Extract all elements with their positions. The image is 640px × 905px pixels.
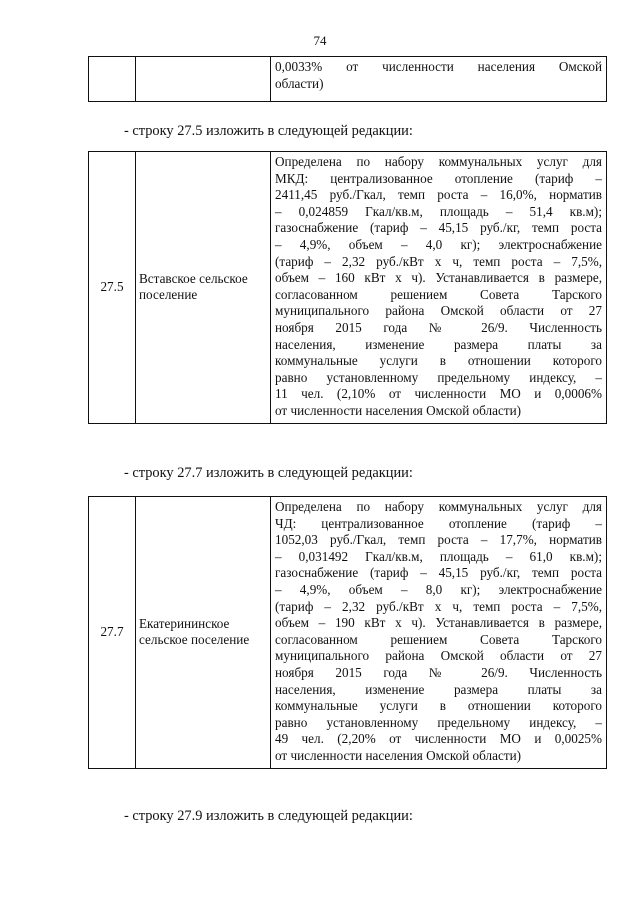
row-description-cell <box>271 152 607 424</box>
description-line: населения, изменение размера платы за <box>275 336 602 352</box>
description-line: – 4,9%, объем – 8,0 кг); электроснабжение <box>275 581 602 597</box>
continuation-table <box>88 56 607 102</box>
description-line: равно установленному предельному индексу, – <box>275 369 602 385</box>
description-line: 2411,45 руб./Гкал, темп роста – 16,0%, норматив <box>275 187 602 203</box>
description-line: ЧД: централизованное отопление (тариф – <box>275 515 602 531</box>
description-lines <box>275 499 602 765</box>
row-name-cell: Вставское сельское поселение <box>136 152 271 424</box>
description-line: – 4,9%, объем – 4,0 кг); электроснабжение <box>275 236 602 252</box>
instruction-text: - строку 27.9 изложить в следующей редакции: <box>124 808 413 824</box>
description-line: 0,0033% от численности населения Омской <box>275 59 602 74</box>
replacement-table-27-5 <box>88 151 607 424</box>
description-line: (тариф – 2,32 руб./кВт х ч, темп роста – 7,5%, <box>275 598 602 614</box>
description-line: 1052,03 руб./Гкал, темп роста – 17,7%, норматив <box>275 532 602 548</box>
description-line: объем – 190 кВт х ч). Устанавливается в размере, <box>275 615 602 631</box>
description-line: 49 чел. (2,20% от численности МО и 0,0025% <box>275 731 602 747</box>
row-name-cell <box>136 57 271 102</box>
description-line: Определена по набору коммунальных услуг для <box>275 499 602 514</box>
description-line: области) <box>275 75 324 91</box>
row-number-cell <box>89 57 136 102</box>
description-line: от численности населения Омской области) <box>275 402 522 418</box>
description-line: (тариф – 2,32 руб./кВт х ч, темп роста – 7,5%, <box>275 253 602 269</box>
page-number: 74 <box>313 33 327 48</box>
description-line: согласованном решением Совета Тарского <box>275 286 602 302</box>
row-number-cell: 27.5 <box>89 152 136 424</box>
description-line: объем – 160 кВт х ч). Устанавливается в размере, <box>275 270 602 286</box>
description-line: коммунальные услуги в отношении которого <box>275 353 602 369</box>
instruction-text: - строку 27.5 изложить в следующей редакции: <box>124 123 413 139</box>
description-line: газоснабжение (тариф – 45,15 руб./кг, темп роста <box>275 565 602 581</box>
description-line: – 0,024859 Гкал/кв.м, площадь – 51,4 кв.м); <box>275 203 602 219</box>
description-line: Определена по набору коммунальных услуг для <box>275 154 602 169</box>
table-row <box>89 497 607 769</box>
description-line: 11 чел. (2,10% от численности МО и 0,0006% <box>275 386 602 402</box>
row-number-cell: 27.7 <box>89 497 136 769</box>
description-line: от численности населения Омской области) <box>275 747 522 763</box>
description-line: равно установленному предельному индексу, – <box>275 714 602 730</box>
description-line: населения, изменение размера платы за <box>275 681 602 697</box>
replacement-table-27-7 <box>88 496 607 769</box>
table-row <box>89 57 607 102</box>
description-line: муниципального района Омской области от 27 <box>275 648 602 664</box>
description-line: ноября 2015 года № 26/9. Численность <box>275 319 602 335</box>
instruction-text: - строку 27.7 изложить в следующей редакции: <box>124 465 413 481</box>
description-line: газоснабжение (тариф – 45,15 руб./кг, темп роста <box>275 220 602 236</box>
row-description-cell <box>271 57 607 102</box>
description-line: муниципального района Омской области от 27 <box>275 303 602 319</box>
row-name-cell: Екатерининское сельское поселение <box>136 497 271 769</box>
row-description-cell <box>271 497 607 769</box>
description-line: – 0,031492 Гкал/кв.м, площадь – 61,0 кв.м); <box>275 548 602 564</box>
description-line: ноября 2015 года № 26/9. Численность <box>275 664 602 680</box>
description-line: согласованном решением Совета Тарского <box>275 631 602 647</box>
description-line: МКД: централизованное отопление (тариф – <box>275 170 602 186</box>
description-line: коммунальные услуги в отношении которого <box>275 698 602 714</box>
table-row <box>89 152 607 424</box>
description-lines <box>275 154 602 420</box>
